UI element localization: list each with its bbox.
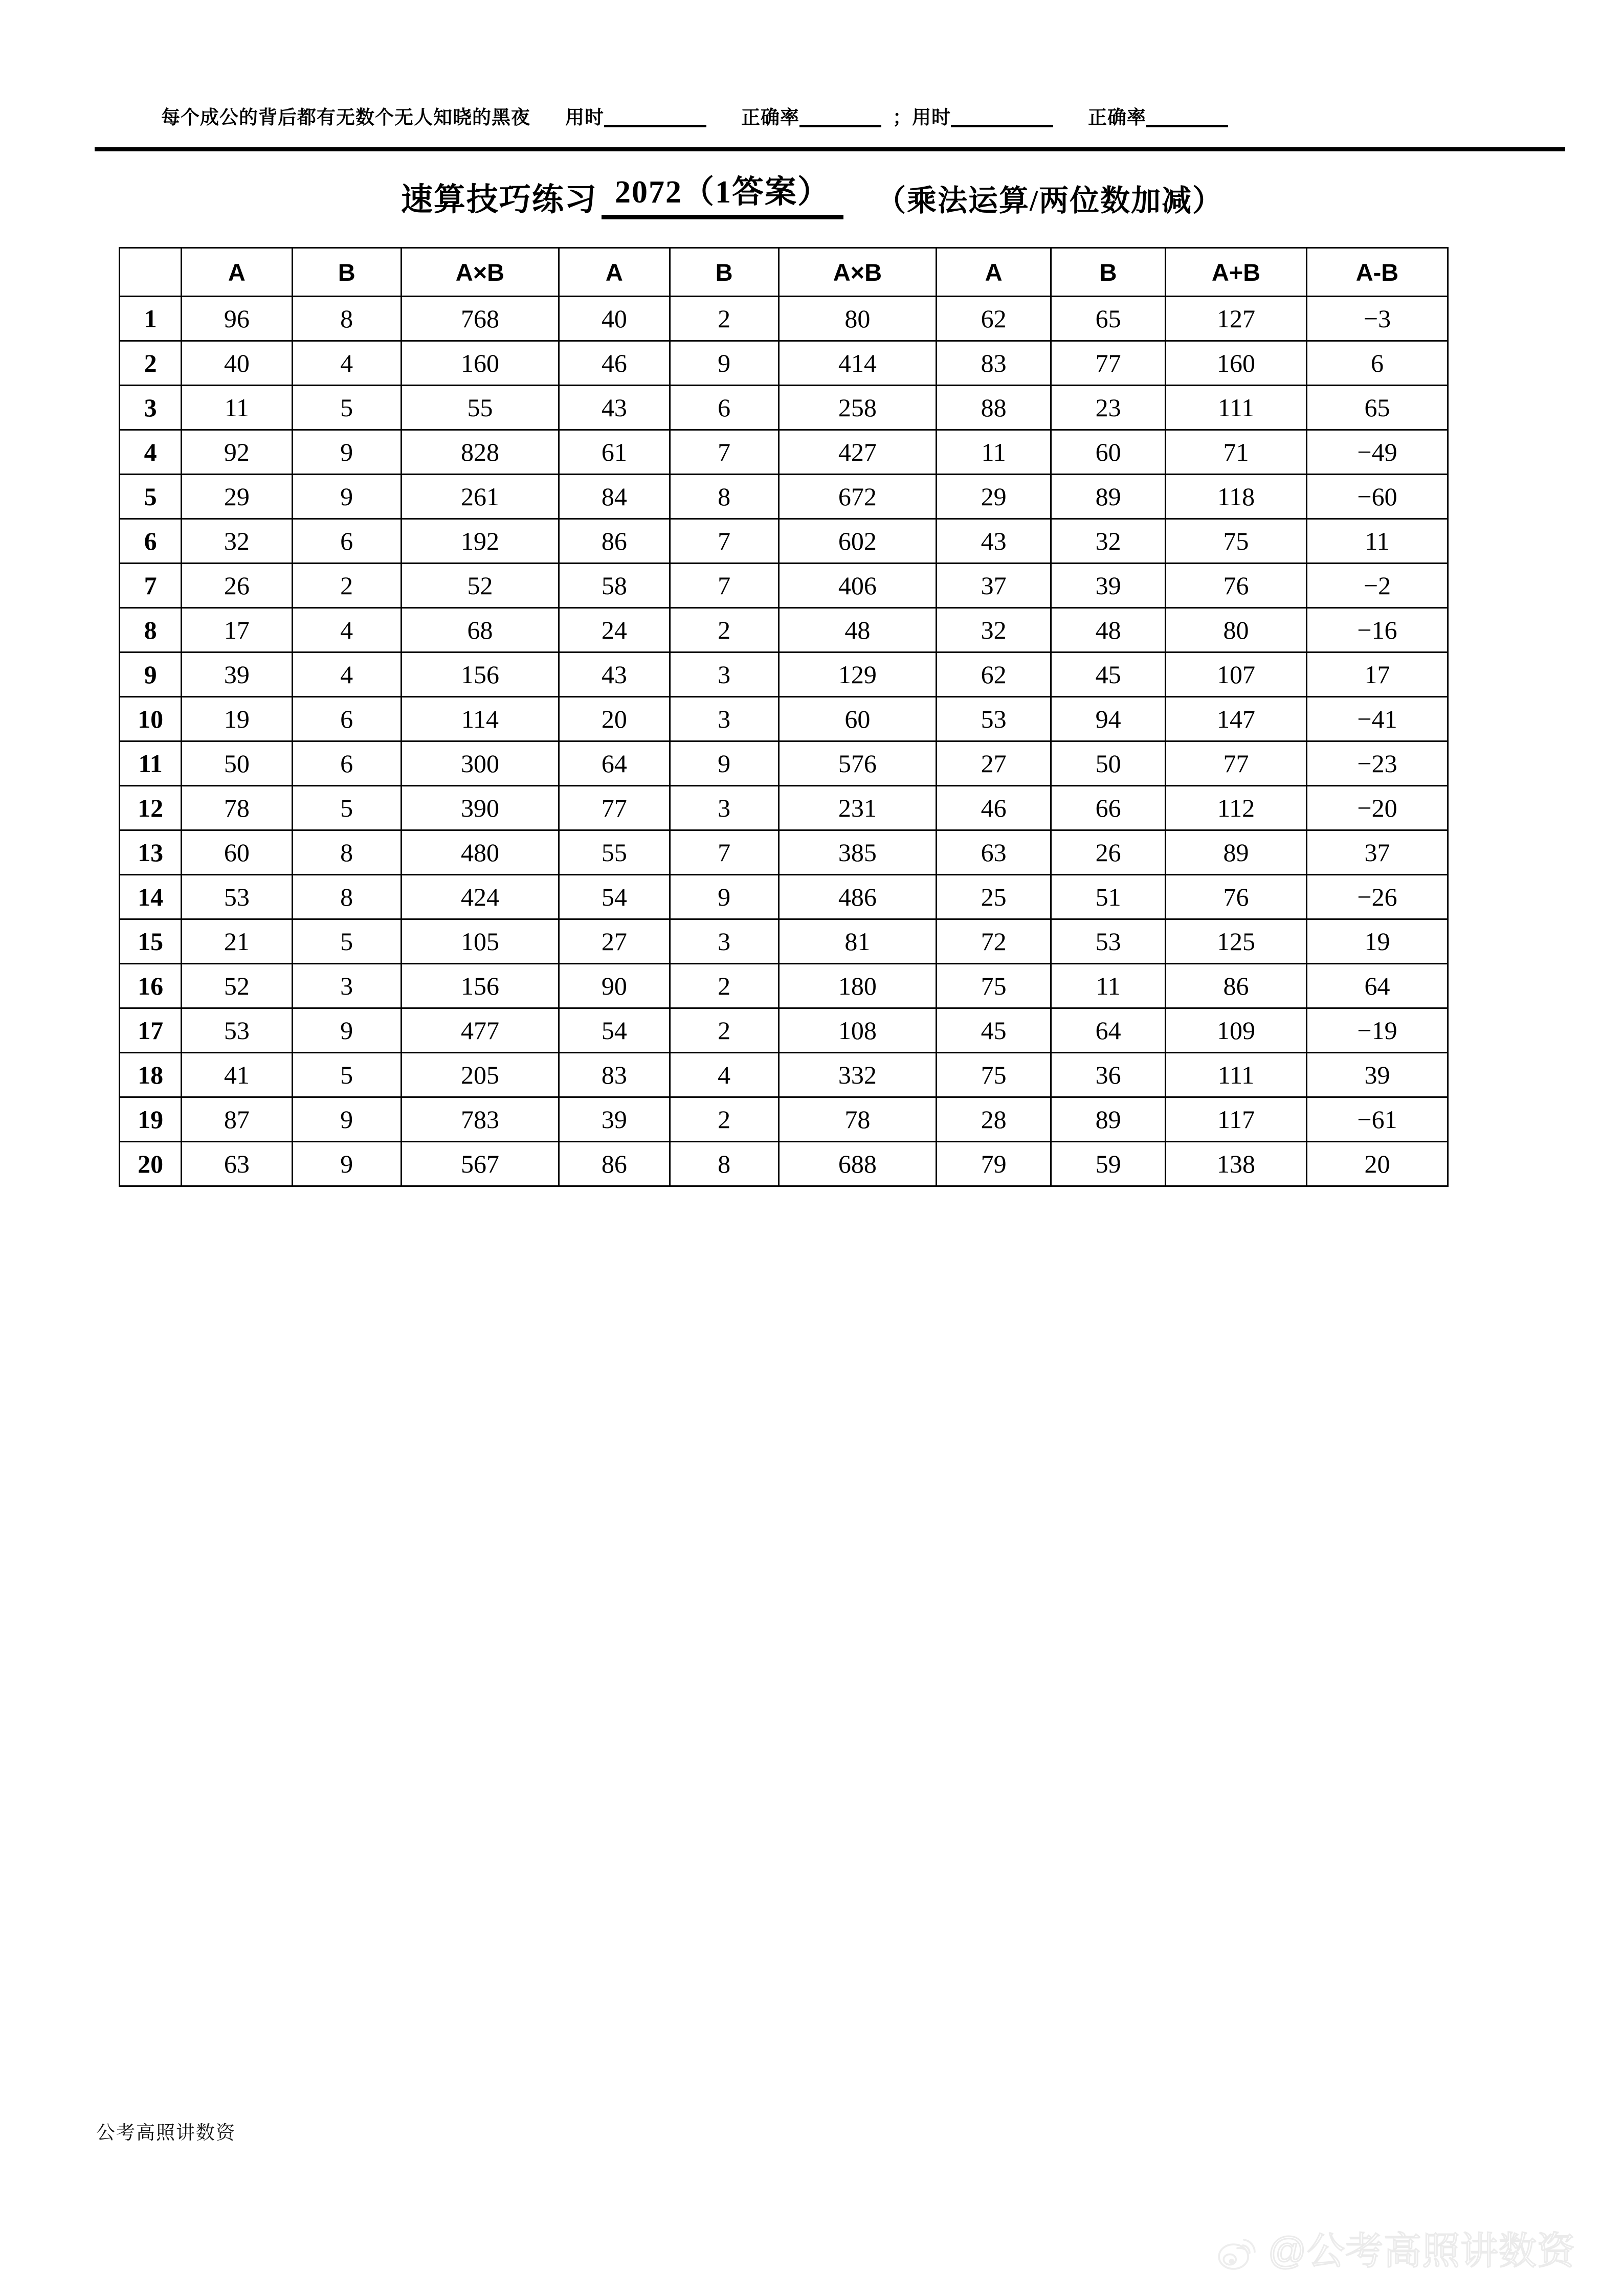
- row-index: 12: [120, 786, 182, 830]
- cell-a1: 50: [182, 741, 292, 786]
- cell-b1: 5: [292, 919, 401, 964]
- time-blank-2[interactable]: [951, 107, 1053, 127]
- table-row: [120, 430, 1448, 475]
- cell-b2: 2: [670, 297, 778, 341]
- cell-sum: 75: [1166, 519, 1307, 564]
- practice-table-container: [119, 247, 1449, 1187]
- cell-a2: 84: [559, 475, 670, 519]
- cell-sum: 125: [1166, 919, 1307, 964]
- cell-sum: 111: [1166, 386, 1307, 430]
- cell-a1: 17: [182, 608, 292, 652]
- cell-sum: 71: [1166, 430, 1307, 475]
- cell-product2: 406: [778, 564, 936, 608]
- column-header-product1: A×B: [401, 248, 559, 297]
- cell-product1: 300: [401, 741, 559, 786]
- cell-a2: 86: [559, 519, 670, 564]
- column-header-difference: A-B: [1306, 248, 1448, 297]
- cell-product2: 180: [778, 964, 936, 1008]
- cell-difference: 64: [1306, 964, 1448, 1008]
- cell-a2: 20: [559, 697, 670, 741]
- cell-a1: 63: [182, 1142, 292, 1186]
- cell-a1: 53: [182, 875, 292, 919]
- cell-a3: 37: [937, 564, 1051, 608]
- cell-a1: 32: [182, 519, 292, 564]
- cell-product2: 672: [778, 475, 936, 519]
- row-index: 19: [120, 1097, 182, 1142]
- cell-b3: 89: [1051, 475, 1166, 519]
- table-row: [120, 386, 1448, 430]
- cell-difference: 6: [1306, 341, 1448, 386]
- title-main-text: 速算技巧练习: [401, 183, 597, 217]
- cell-a2: 43: [559, 386, 670, 430]
- row-index: 5: [120, 475, 182, 519]
- cell-product1: 55: [401, 386, 559, 430]
- cell-a2: 83: [559, 1053, 670, 1097]
- cell-b3: 26: [1051, 830, 1166, 875]
- cell-b1: 2: [292, 564, 401, 608]
- cell-product1: 783: [401, 1097, 559, 1142]
- accuracy-blank-2[interactable]: [1146, 107, 1228, 127]
- column-header-b3: B: [1051, 248, 1166, 297]
- cell-b2: 7: [670, 430, 778, 475]
- cell-difference: −26: [1306, 875, 1448, 919]
- cell-a2: 54: [559, 1008, 670, 1053]
- cell-product2: 427: [778, 430, 936, 475]
- cell-a3: 79: [937, 1142, 1051, 1186]
- row-index: 11: [120, 741, 182, 786]
- cell-a3: 32: [937, 608, 1051, 652]
- cell-b2: 3: [670, 919, 778, 964]
- cell-b2: 6: [670, 386, 778, 430]
- cell-product2: 385: [778, 830, 936, 875]
- cell-b2: 4: [670, 1053, 778, 1097]
- cell-sum: 89: [1166, 830, 1307, 875]
- cell-product2: 688: [778, 1142, 936, 1186]
- cell-b2: 7: [670, 564, 778, 608]
- cell-b1: 9: [292, 430, 401, 475]
- cell-b2: 2: [670, 1008, 778, 1053]
- table-row: [120, 341, 1448, 386]
- cell-difference: 20: [1306, 1142, 1448, 1186]
- footer-source-note: 公考高照讲数资: [96, 2123, 236, 2144]
- time-label-2: 用时: [912, 107, 951, 128]
- cell-a1: 92: [182, 430, 292, 475]
- cell-product1: 390: [401, 786, 559, 830]
- cell-b3: 51: [1051, 875, 1166, 919]
- cell-product2: 258: [778, 386, 936, 430]
- table-row: [120, 919, 1448, 964]
- accuracy-label-2: 正确率: [1088, 107, 1146, 128]
- practice-table: [119, 247, 1449, 1187]
- cell-a1: 41: [182, 1053, 292, 1097]
- cell-b1: 8: [292, 830, 401, 875]
- cell-b2: 9: [670, 875, 778, 919]
- row-index: 13: [120, 830, 182, 875]
- cell-difference: −16: [1306, 608, 1448, 652]
- cell-a1: 53: [182, 1008, 292, 1053]
- cell-sum: 127: [1166, 297, 1307, 341]
- cell-difference: 37: [1306, 830, 1448, 875]
- cell-a3: 29: [937, 475, 1051, 519]
- cell-product2: 129: [778, 652, 936, 697]
- title-code-text: 2072（1答案）: [602, 166, 843, 219]
- table-header-row: [120, 248, 1448, 297]
- table-row: [120, 697, 1448, 741]
- cell-a1: 87: [182, 1097, 292, 1142]
- cell-b1: 8: [292, 875, 401, 919]
- row-index: 7: [120, 564, 182, 608]
- cell-product1: 261: [401, 475, 559, 519]
- cell-sum: 77: [1166, 741, 1307, 786]
- cell-difference: 17: [1306, 652, 1448, 697]
- cell-b3: 23: [1051, 386, 1166, 430]
- cell-b1: 6: [292, 741, 401, 786]
- cell-a3: 75: [937, 1053, 1051, 1097]
- cell-b3: 48: [1051, 608, 1166, 652]
- cell-a3: 43: [937, 519, 1051, 564]
- cell-b3: 59: [1051, 1142, 1166, 1186]
- column-header-sum: A+B: [1166, 248, 1307, 297]
- cell-product1: 424: [401, 875, 559, 919]
- row-index: 8: [120, 608, 182, 652]
- cell-difference: 65: [1306, 386, 1448, 430]
- table-row: [120, 786, 1448, 830]
- row-index: 15: [120, 919, 182, 964]
- cell-b3: 66: [1051, 786, 1166, 830]
- cell-b2: 3: [670, 697, 778, 741]
- cell-b1: 3: [292, 964, 401, 1008]
- cell-product2: 60: [778, 697, 936, 741]
- running-header: [95, 107, 1563, 148]
- cell-a3: 11: [937, 430, 1051, 475]
- table-row: [120, 741, 1448, 786]
- cell-sum: 112: [1166, 786, 1307, 830]
- table-row: [120, 830, 1448, 875]
- watermark-handle-text: @公考高照讲数资: [1267, 2230, 1575, 2272]
- cell-a3: 45: [937, 1008, 1051, 1053]
- cell-a2: 61: [559, 430, 670, 475]
- table-row: [120, 519, 1448, 564]
- cell-a3: 53: [937, 697, 1051, 741]
- cell-product1: 480: [401, 830, 559, 875]
- cell-b3: 77: [1051, 341, 1166, 386]
- cell-a2: 27: [559, 919, 670, 964]
- table-row: [120, 652, 1448, 697]
- header-divider-rule: [95, 147, 1565, 151]
- cell-b1: 6: [292, 519, 401, 564]
- table-row: [120, 875, 1448, 919]
- cell-a1: 21: [182, 919, 292, 964]
- cell-a2: 54: [559, 875, 670, 919]
- cell-a3: 27: [937, 741, 1051, 786]
- cell-a2: 24: [559, 608, 670, 652]
- cell-difference: −2: [1306, 564, 1448, 608]
- cell-b2: 8: [670, 475, 778, 519]
- cell-product1: 205: [401, 1053, 559, 1097]
- cell-difference: −3: [1306, 297, 1448, 341]
- cell-sum: 111: [1166, 1053, 1307, 1097]
- page-title: [0, 166, 1624, 219]
- cell-sum: 86: [1166, 964, 1307, 1008]
- weibo-logo-icon: [1214, 2227, 1261, 2275]
- row-index: 1: [120, 297, 182, 341]
- cell-a1: 40: [182, 341, 292, 386]
- column-header-index: [120, 248, 182, 297]
- cell-a3: 46: [937, 786, 1051, 830]
- cell-product1: 114: [401, 697, 559, 741]
- cell-difference: −23: [1306, 741, 1448, 786]
- column-header-a3: A: [937, 248, 1051, 297]
- column-header-b2: B: [670, 248, 778, 297]
- cell-b1: 9: [292, 1008, 401, 1053]
- cell-a2: 46: [559, 341, 670, 386]
- table-row: [120, 608, 1448, 652]
- cell-product2: 576: [778, 741, 936, 786]
- cell-product2: 80: [778, 297, 936, 341]
- cell-product2: 332: [778, 1053, 936, 1097]
- cell-b1: 5: [292, 386, 401, 430]
- cell-a1: 96: [182, 297, 292, 341]
- cell-b3: 89: [1051, 1097, 1166, 1142]
- cell-b1: 4: [292, 341, 401, 386]
- cell-b3: 53: [1051, 919, 1166, 964]
- cell-b1: 6: [292, 697, 401, 741]
- cell-a3: 83: [937, 341, 1051, 386]
- cell-sum: 147: [1166, 697, 1307, 741]
- cell-a3: 72: [937, 919, 1051, 964]
- cell-product1: 156: [401, 652, 559, 697]
- cell-a2: 40: [559, 297, 670, 341]
- cell-sum: 109: [1166, 1008, 1307, 1053]
- cell-sum: 118: [1166, 475, 1307, 519]
- cell-b3: 11: [1051, 964, 1166, 1008]
- cell-product2: 108: [778, 1008, 936, 1053]
- cell-a1: 29: [182, 475, 292, 519]
- cell-product1: 768: [401, 297, 559, 341]
- cell-a2: 43: [559, 652, 670, 697]
- cell-a3: 62: [937, 652, 1051, 697]
- cell-difference: −41: [1306, 697, 1448, 741]
- title-line: [401, 166, 1223, 219]
- time-label-1: 用时: [565, 107, 604, 128]
- cell-b3: 32: [1051, 519, 1166, 564]
- row-index: 10: [120, 697, 182, 741]
- cell-a1: 19: [182, 697, 292, 741]
- header-separator: ；: [893, 107, 912, 128]
- cell-b3: 36: [1051, 1053, 1166, 1097]
- accuracy-label-1: 正确率: [741, 107, 799, 128]
- table-row: [120, 297, 1448, 341]
- cell-product1: 160: [401, 341, 559, 386]
- cell-a2: 64: [559, 741, 670, 786]
- cell-b2: 3: [670, 652, 778, 697]
- cell-b3: 94: [1051, 697, 1166, 741]
- cell-product2: 78: [778, 1097, 936, 1142]
- table-row: [120, 1097, 1448, 1142]
- cell-a1: 39: [182, 652, 292, 697]
- cell-sum: 80: [1166, 608, 1307, 652]
- cell-a1: 52: [182, 964, 292, 1008]
- cell-product2: 81: [778, 919, 936, 964]
- cell-difference: −20: [1306, 786, 1448, 830]
- cell-a1: 60: [182, 830, 292, 875]
- cell-product1: 477: [401, 1008, 559, 1053]
- cell-a1: 26: [182, 564, 292, 608]
- cell-a3: 25: [937, 875, 1051, 919]
- cell-difference: 19: [1306, 919, 1448, 964]
- motto-text: 每个成公的背后都有无数个无人知晓的黑夜: [161, 107, 530, 128]
- column-header-product2: A×B: [778, 248, 936, 297]
- row-index: 9: [120, 652, 182, 697]
- cell-product1: 567: [401, 1142, 559, 1186]
- cell-b2: 9: [670, 341, 778, 386]
- cell-sum: 107: [1166, 652, 1307, 697]
- cell-difference: −61: [1306, 1097, 1448, 1142]
- row-index: 2: [120, 341, 182, 386]
- cell-a2: 90: [559, 964, 670, 1008]
- cell-product1: 156: [401, 964, 559, 1008]
- column-header-b1: B: [292, 248, 401, 297]
- column-header-a2: A: [559, 248, 670, 297]
- cell-difference: −19: [1306, 1008, 1448, 1053]
- cell-sum: 117: [1166, 1097, 1307, 1142]
- cell-b3: 45: [1051, 652, 1166, 697]
- row-index: 18: [120, 1053, 182, 1097]
- row-index: 20: [120, 1142, 182, 1186]
- cell-b3: 60: [1051, 430, 1166, 475]
- column-header-a1: A: [182, 248, 292, 297]
- cell-b2: 7: [670, 519, 778, 564]
- cell-b1: 5: [292, 786, 401, 830]
- cell-a2: 39: [559, 1097, 670, 1142]
- table-row: [120, 1008, 1448, 1053]
- cell-b3: 64: [1051, 1008, 1166, 1053]
- table-row: [120, 1142, 1448, 1186]
- accuracy-blank-1[interactable]: [799, 107, 881, 127]
- title-subtitle-text: （乘法运算/两位数加减）: [876, 184, 1223, 217]
- cell-b2: 2: [670, 964, 778, 1008]
- cell-a2: 77: [559, 786, 670, 830]
- cell-b3: 65: [1051, 297, 1166, 341]
- time-blank-1[interactable]: [604, 107, 706, 127]
- cell-sum: 76: [1166, 564, 1307, 608]
- cell-difference: 11: [1306, 519, 1448, 564]
- cell-b2: 9: [670, 741, 778, 786]
- row-index: 6: [120, 519, 182, 564]
- cell-b2: 7: [670, 830, 778, 875]
- weibo-watermark: [1214, 2227, 1575, 2275]
- cell-a3: 63: [937, 830, 1051, 875]
- row-index: 4: [120, 430, 182, 475]
- cell-a2: 86: [559, 1142, 670, 1186]
- cell-product2: 231: [778, 786, 936, 830]
- row-index: 14: [120, 875, 182, 919]
- cell-product1: 105: [401, 919, 559, 964]
- cell-sum: 76: [1166, 875, 1307, 919]
- table-body: [120, 297, 1448, 1186]
- table-row: [120, 475, 1448, 519]
- running-header-row: [95, 107, 1563, 127]
- cell-product2: 414: [778, 341, 936, 386]
- row-index: 17: [120, 1008, 182, 1053]
- cell-b2: 8: [670, 1142, 778, 1186]
- cell-a3: 62: [937, 297, 1051, 341]
- cell-b1: 5: [292, 1053, 401, 1097]
- cell-b2: 3: [670, 786, 778, 830]
- table-row: [120, 964, 1448, 1008]
- cell-product1: 828: [401, 430, 559, 475]
- cell-difference: 39: [1306, 1053, 1448, 1097]
- row-index: 16: [120, 964, 182, 1008]
- cell-b1: 9: [292, 1097, 401, 1142]
- cell-product1: 68: [401, 608, 559, 652]
- cell-product1: 192: [401, 519, 559, 564]
- row-index: 3: [120, 386, 182, 430]
- cell-b1: 4: [292, 608, 401, 652]
- cell-b1: 9: [292, 475, 401, 519]
- cell-b3: 39: [1051, 564, 1166, 608]
- cell-difference: −60: [1306, 475, 1448, 519]
- cell-sum: 160: [1166, 341, 1307, 386]
- cell-b3: 50: [1051, 741, 1166, 786]
- cell-a1: 78: [182, 786, 292, 830]
- table-header: [120, 248, 1448, 297]
- cell-b2: 2: [670, 1097, 778, 1142]
- cell-a2: 58: [559, 564, 670, 608]
- cell-product2: 602: [778, 519, 936, 564]
- cell-difference: −49: [1306, 430, 1448, 475]
- cell-a3: 75: [937, 964, 1051, 1008]
- cell-b1: 4: [292, 652, 401, 697]
- cell-b1: 9: [292, 1142, 401, 1186]
- cell-product2: 48: [778, 608, 936, 652]
- table-row: [120, 564, 1448, 608]
- cell-product1: 52: [401, 564, 559, 608]
- cell-b1: 8: [292, 297, 401, 341]
- cell-a3: 28: [937, 1097, 1051, 1142]
- cell-a3: 88: [937, 386, 1051, 430]
- cell-product2: 486: [778, 875, 936, 919]
- table-row: [120, 1053, 1448, 1097]
- cell-b2: 2: [670, 608, 778, 652]
- cell-sum: 138: [1166, 1142, 1307, 1186]
- cell-a1: 11: [182, 386, 292, 430]
- cell-a2: 55: [559, 830, 670, 875]
